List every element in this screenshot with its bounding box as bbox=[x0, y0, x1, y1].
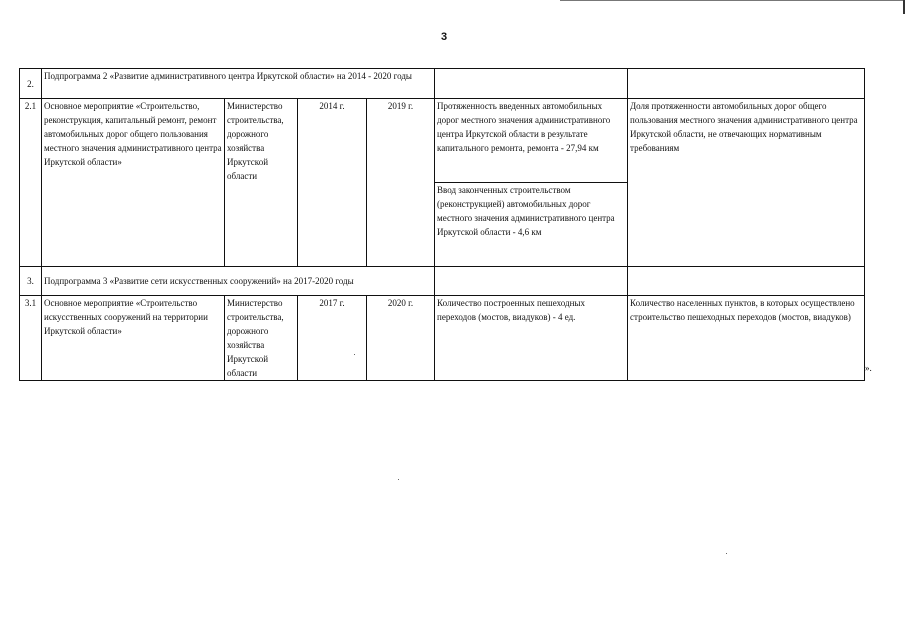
row-3-1-indicator: Количество населенных пунктов, в которых осуществлено строительство пешеходных переходов (мостов, виадуков) bbox=[628, 296, 865, 381]
row-3-1-start-year: 2017 г. bbox=[298, 296, 367, 381]
subprogram-3-title: Подпрограмма 3 «Развитие сети искусственных сооружений» на 2017-2020 годы bbox=[42, 267, 435, 296]
subprogram-3-row bbox=[20, 267, 865, 296]
row-2-1-executor: Министерство строительства, дорожного хозяйства Иркутской области bbox=[225, 99, 298, 267]
row-3-1-event: Основное мероприятие «Строительство искусственных сооружений на территории Иркутской области» bbox=[42, 296, 225, 381]
scan-speck bbox=[354, 354, 355, 355]
closing-quote-mark: ». bbox=[865, 363, 872, 373]
subprogram-2-indicator-empty bbox=[628, 69, 865, 99]
row-3-1-result: Количество построенных пешеходных переходов (мостов, виадуков) - 4 ед. bbox=[435, 296, 628, 381]
subprogram-2-number: 2. bbox=[20, 69, 42, 99]
row-3-1-executor: Министерство строительства, дорожного хозяйства Иркутской области bbox=[225, 296, 298, 381]
scan-speck bbox=[726, 553, 727, 554]
scan-speck bbox=[398, 479, 399, 480]
row-2-1-end-year: 2019 г. bbox=[367, 99, 435, 267]
row-2-1-indicator: Доля протяженности автомобильных дорог общего пользования местного значения административного центра Иркутской области, не отвечающих нормативным требованиям bbox=[628, 99, 865, 267]
table-row-2-1 bbox=[20, 99, 865, 183]
row-3-1-end-year: 2020 г. bbox=[367, 296, 435, 381]
program-table bbox=[19, 68, 865, 381]
subprogram-3-number: 3. bbox=[20, 267, 42, 296]
row-2-1-number: 2.1 bbox=[20, 99, 42, 267]
subprogram-2-title: Подпрограмма 2 «Развитие административного центра Иркутской области» на 2014 - 2020 годы bbox=[42, 69, 435, 99]
subprogram-2-result-empty bbox=[435, 69, 628, 99]
row-2-1-start-year: 2014 г. bbox=[298, 99, 367, 267]
scan-top-edge-line bbox=[560, 0, 905, 1]
table-row-3-1 bbox=[20, 296, 865, 381]
subprogram-3-result-empty bbox=[435, 267, 628, 296]
subprogram-3-indicator-empty bbox=[628, 267, 865, 296]
row-2-1-result-1: Протяженность введенных автомобильных дорог местного значения административного центра Иркутской области в результате капитального ремонта, ремонта - 27,94 км bbox=[435, 99, 628, 183]
row-2-1-result-2: Ввод законченных строительством (реконструкцией) автомобильных дорог местного значения административного центра Иркутской области - 4,6 км bbox=[435, 183, 628, 267]
row-3-1-number: 3.1 bbox=[20, 296, 42, 381]
page-number: 3 bbox=[441, 31, 448, 43]
subprogram-2-row bbox=[20, 69, 865, 99]
row-2-1-event: Основное мероприятие «Строительство, реконструкция, капитальный ремонт, ремонт автомобильных дорог общего пользования местного значения административного центра Иркутской области» bbox=[42, 99, 225, 267]
